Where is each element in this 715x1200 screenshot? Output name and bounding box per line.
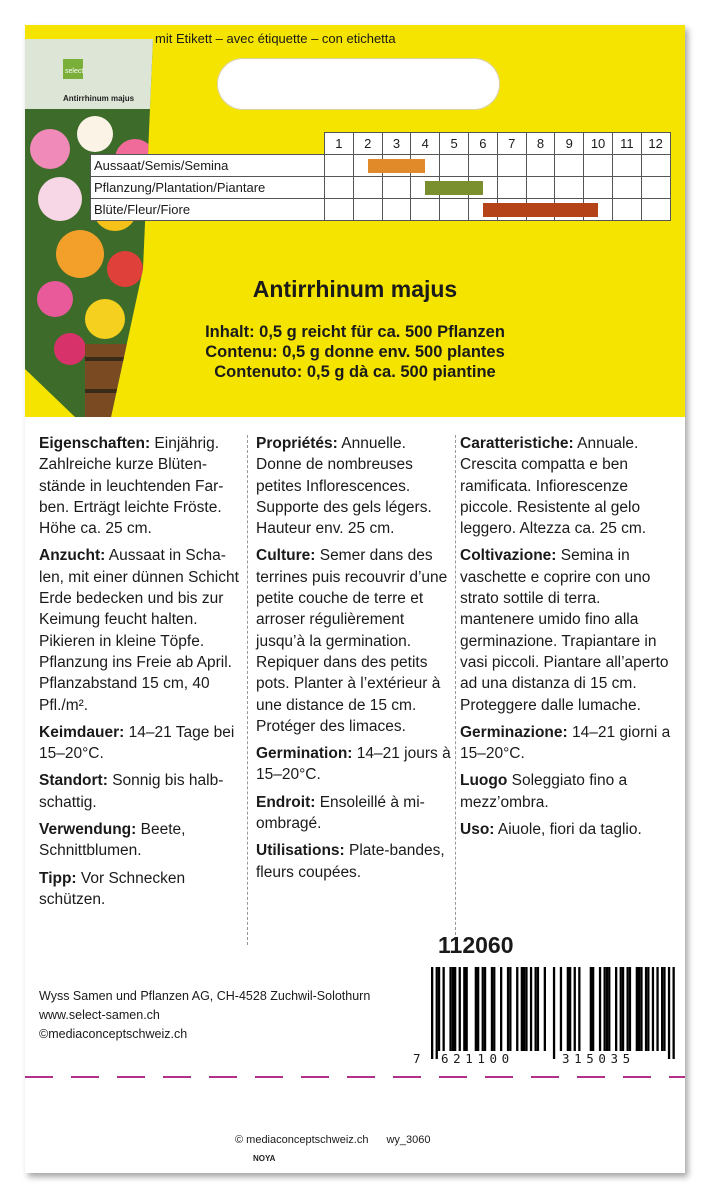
barcode-bar: [553, 967, 555, 1059]
barcode-bar: [544, 967, 546, 1051]
content-it: Contenuto: 0,5 g dà ca. 500 piantine: [214, 363, 496, 381]
content-fr: Contenu: 0,5 g donne env. 500 plantes: [205, 343, 505, 361]
barcode-bar: [431, 967, 433, 1059]
barcode-bar: [537, 967, 539, 1051]
month-8: 8: [526, 133, 555, 155]
barcode-bar: [640, 967, 642, 1051]
month-9: 9: [555, 133, 584, 155]
section: Germinazione: 14–21 giorni a 15–20°C.: [460, 723, 671, 763]
barcode-bar: [454, 967, 456, 1051]
section: Keimdauer: 14–21 Tage bei 15–20°C.: [39, 723, 235, 763]
label-note: mit Etikett – avec étiquette – con etichetta: [155, 31, 396, 46]
barcode-bar: [500, 967, 502, 1051]
month-1: 1: [325, 133, 354, 155]
month-10: 10: [584, 133, 613, 155]
barcode-bar: [509, 967, 511, 1051]
barcode-bar: [647, 967, 649, 1051]
barcode-bar: [459, 967, 461, 1051]
barcode-bar: [629, 967, 631, 1051]
barcode-bar: [656, 967, 658, 1051]
seed-packet: mit Etikett – avec étiquette – con etichetta select Antirrhinum majus 1 2 3 4 5 6 7 8 9 10 11 12 Aussaat/Semis/Semina Pflanzung/Plantation/Piantare Blüte/Fleur/Fiore Antirrhinum majus Inhalt: 0,5 g reicht für ca. 500 Pflanzen Contenu: 0,5 g donne env. 500 plantes Contenuto: 0,5 g dà ca. 500 piantine Eigenschaften: Einjährig. Zahlreiche kurze Blütenstände in leuchtenden Farben. Erträgt leichte Fröste. Höhe ca. 25 cm. Anzucht: Aussaat in Schalen, mit einer dünnen Schicht Erde bedecken und bis zur Keimung feucht halten. Pikieren in kleine Töpfe. Pflanzung ins Freie ab April. Pflanzabstand 15 cm, 40 Pfl./m². Keimdauer: 14–21 Tage bei 15–20°C. Standort: Sonnig bis halbschattig. Verwendung: Beete, Schnittblumen. Tipp: Vor Schnecken schützen. Propriétés: Annuelle. Donne de nombreuses petites Inflorescences. Supporte des gels légers. Hauteur env. 25 cm. Culture: Semer dans des terrines puis recouvrir d’une petite couche de terre et arroser régulièrement jusqu’à la germination. Repiquer dans des petits pots. Planter à l’extérieur à une distance de 15 cm. Protéger des limaces. Germination: 14–21 jours à 15–20°C. Endroit: Ensoleillé à mi-ombragé. Utilisations: Plate-bandes, fleurs coupées. Caratteristiche: Annuale. Crescita compatta e ben ramificata. Infiorescenze piccole. Resistente al gelo leggero. Altezza ca. 25 cm. Coltivazione: Semina in vaschette e coprire con uno strato sottile di terra. mantenere umido fino alla germinazione. Trapiantare in vasi piccoli. Piantare all’aperto ad una distanza di 15 cm. Proteggere dalle lumache. Germinazione: 14–21 giorni a 15–20°C. Luogo Soleggiato fino a mezz’ombra. Uso: Aiuole, fiori da taglio. 112060 Wyss Samen und Pflanzen AG, CH-4528 Zuchwil-Solothurn www.select-samen.ch ©mediaconceptschweiz.ch 7 621100 315035 © mediaconceptschweiz.ch wy_3060 NOYA: [25, 25, 685, 1173]
barcode-bar: [569, 967, 571, 1051]
column-french: [256, 433, 454, 889]
month-5: 5: [440, 133, 469, 155]
month-4: 4: [411, 133, 440, 155]
barcode-bar: [523, 967, 525, 1051]
section: Anzucht: Aussaat in Schalen, mit einer dünnen Schicht Erde bedecken und bis zur Keimung feucht halten. Pikieren in kleine Töpfe. Pflanzung ins Freie ab April. Pflanzabstand 15 cm, 40 Pfl./m².: [39, 547, 239, 714]
yellow-header: [25, 25, 685, 417]
month-2: 2: [353, 133, 382, 155]
section: Eigenschaften: Einjährig. Zahlreiche kurze Blütenstände in leuchtenden Farben. Erträgt leichte Fröste. Höhe ca. 25 cm.: [39, 435, 224, 538]
barcode-bar: [525, 967, 527, 1051]
barcode-bar: [668, 967, 670, 1059]
copyright-line: ©mediaconceptschweiz.ch: [39, 1027, 188, 1041]
barcode-bar: [493, 967, 495, 1051]
column-divider: [247, 435, 248, 945]
barcode-bar: [622, 967, 624, 1051]
label-plant-name: Antirrhinum majus: [63, 94, 135, 103]
printer-logo: NOYA: [253, 1154, 276, 1163]
barcode-bar: [452, 967, 454, 1051]
calendar-bar: [483, 203, 598, 217]
barcode-bar: [620, 967, 622, 1051]
barcode-bar: [599, 967, 601, 1051]
section: Coltivazione: Semina in vaschette e coprire con uno strato sottile di terra. mantenere umido fino alla germinazione. Trapiantare in vasi piccoli. Piantare all’aperto ad una distanza di 15 cm. Proteggere dalle lumache.: [460, 547, 669, 714]
column-italian: [460, 433, 675, 846]
brand-logo: select: [65, 68, 84, 75]
print-credit: © mediaconceptschweiz.ch wy_3060: [235, 1134, 431, 1146]
barcode-bar: [491, 967, 493, 1051]
website-link[interactable]: www.select-samen.ch: [39, 1008, 160, 1022]
section: Uso: Aiuole, fiori da taglio.: [460, 821, 642, 839]
barcode-bar: [438, 967, 440, 1051]
barcode-bar: [636, 967, 638, 1051]
month-3: 3: [382, 133, 411, 155]
section: Standort: Sonnig bis halbschattig.: [39, 772, 224, 811]
section: Germination: 14–21 jours à 15–20°C.: [256, 745, 451, 784]
barcode-bar: [466, 967, 468, 1051]
column-divider: [455, 435, 456, 945]
barcode-bar: [663, 967, 665, 1051]
barcode-bar: [521, 967, 523, 1051]
barcode-bar: [477, 967, 479, 1051]
section: Endroit: Ensoleillé à mi-ombragé.: [256, 793, 425, 833]
calendar-bar: [368, 159, 426, 173]
barcode-bar: [578, 967, 580, 1051]
barcode-bar: [645, 967, 647, 1051]
barcode-bar: [652, 967, 654, 1051]
barcode-bar: [567, 967, 569, 1051]
section: Verwendung: Beete, Schnittblumen.: [39, 821, 186, 860]
row-label: Blüte/Fleur/Fiore: [91, 199, 325, 221]
barcode-bar: [516, 967, 518, 1051]
section: Caratteristiche: Annuale. Crescita compatta e ben ramificata. Infiorescenze piccole. Resistente al gelo leggero. Altezza ca. 25 cm.: [460, 435, 647, 538]
article-number: 112060: [438, 932, 514, 958]
barcode-bar: [608, 967, 610, 1051]
plant-title: Antirrhinum majus: [252, 276, 458, 302]
barcode-bar: [592, 967, 594, 1051]
barcode-bar: [475, 967, 477, 1051]
month-7: 7: [497, 133, 526, 155]
column-german: [39, 433, 242, 916]
row-label: Pflanzung/Plantation/Piantare: [91, 177, 325, 199]
barcode-bar: [449, 967, 451, 1051]
company-footer: [39, 987, 370, 1044]
barcode-bar: [507, 967, 509, 1051]
row-label: Aussaat/Semis/Semina: [91, 155, 325, 177]
barcode-bar: [574, 967, 576, 1051]
hang-hole: [217, 58, 500, 110]
barcode-bar: [604, 967, 606, 1051]
barcode-bar: [560, 967, 562, 1051]
barcode-bar: [463, 967, 465, 1051]
calendar-bar: [425, 181, 483, 195]
barcode-bar: [530, 967, 532, 1051]
barcode-bar: [638, 967, 640, 1051]
month-11: 11: [612, 133, 641, 155]
barcode-bar: [673, 967, 675, 1059]
calendar-row-planting: [91, 177, 671, 199]
company-address: Wyss Samen und Pflanzen AG, CH-4528 Zuchwil-Solothurn: [39, 989, 371, 1003]
section: Luogo Soleggiato fino a mezz’ombra.: [460, 772, 628, 811]
barcode-bar: [606, 967, 608, 1051]
barcode-bar: [482, 967, 484, 1051]
barcode-bar: [484, 967, 486, 1051]
barcode-bar: [535, 967, 537, 1051]
section: Propriétés: Annuelle. Donne de nombreuses petites Inflorescences. Supporte des gels légers. Hauteur env. 25 cm.: [256, 435, 432, 538]
section: Tipp: Vor Schnecken schützen.: [39, 869, 186, 908]
month-12: 12: [641, 133, 670, 155]
barcode-bar: [627, 967, 629, 1051]
barcode-bar: [615, 967, 617, 1051]
section: Culture: Semer dans des terrines puis recouvrir d’une petite couche de terre et arroser régulièrement jusqu’à la germination. Repiquer dans des petits pots. Planter à l’extérieur à une distance de 15 cm. Protéger des limaces.: [256, 547, 448, 735]
barcode-bar: [443, 967, 445, 1051]
barcode-bar: [661, 967, 663, 1051]
barcode-bar: [590, 967, 592, 1051]
cut-line: [25, 1076, 685, 1078]
barcode-bar: [436, 967, 438, 1059]
content-de: Inhalt: 0,5 g reicht für ca. 500 Pflanzen: [205, 323, 505, 341]
month-6: 6: [468, 133, 497, 155]
section: Utilisations: Plate-bandes, fleurs coupées.: [256, 842, 445, 881]
